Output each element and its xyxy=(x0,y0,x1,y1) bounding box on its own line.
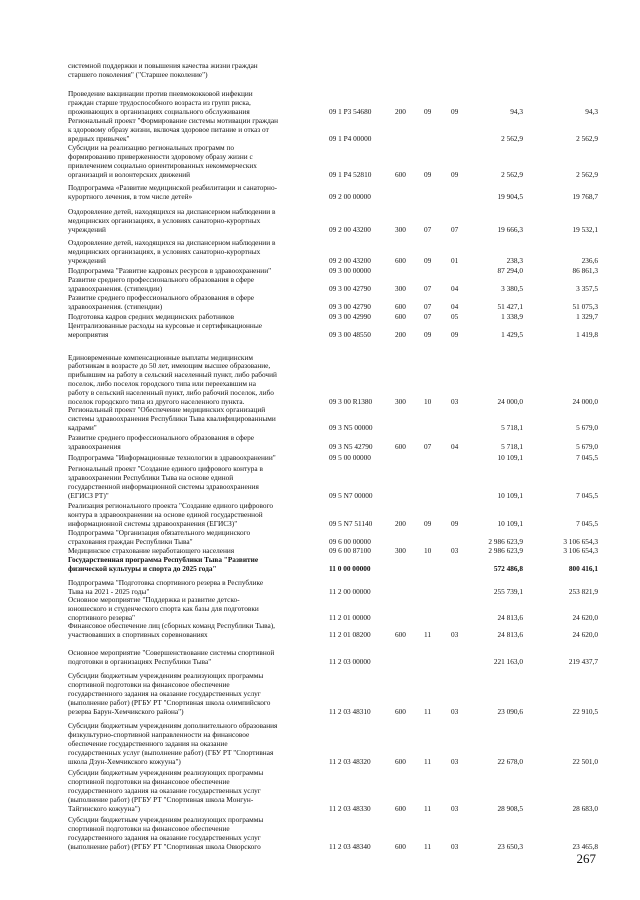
row-code: 11 2 01 08200 xyxy=(329,630,371,640)
row-name-line: учреждений xyxy=(68,256,106,266)
row-name xyxy=(68,434,320,452)
row-amount-1: 87 294,0 xyxy=(497,266,523,276)
row-rz: 09 xyxy=(424,107,432,117)
row-pr: 03 xyxy=(451,842,459,852)
row-name xyxy=(68,90,320,117)
row-amount-1: 51 427,1 xyxy=(497,302,523,312)
row-name-line: подготовки в организациях Республики Тыва" xyxy=(68,657,212,667)
row-code: 09 2 00 43200 xyxy=(329,225,371,235)
row-code: 09 2 00 43200 xyxy=(329,256,371,266)
row-pr: 03 xyxy=(451,707,459,717)
row-name xyxy=(68,672,320,717)
row-amount-1: 2 986 623,9 xyxy=(488,546,523,556)
row-name-line: (ЕГИСЗ РТ)" xyxy=(68,491,109,501)
row-vr: 200 xyxy=(395,330,406,340)
row-name xyxy=(68,117,320,144)
row-code: 09 6 00 87100 xyxy=(329,546,371,556)
row-code: 09 2 00 00000 xyxy=(329,192,371,202)
row-rz: 11 xyxy=(424,757,432,767)
row-rz: 11 xyxy=(424,842,432,852)
row-amount-2: 3 357,5 xyxy=(576,284,598,294)
row-rz: 07 xyxy=(424,225,432,235)
row-name-line: резерва Барун-Хемчикского района") xyxy=(68,707,184,717)
row-name-line: Подпрограмма «Развитие медицинской реабилитации и санаторно- xyxy=(68,183,278,193)
row-rz: 09 xyxy=(424,330,432,340)
row-name-line: системы здравоохранения Республики Тыва квалифицированными xyxy=(68,414,276,424)
row-rz: 07 xyxy=(424,284,432,294)
row-name-line: мероприятия xyxy=(68,330,109,340)
row-name-line: работникам в возрасте до 50 лет, имеющим высшее образование, xyxy=(68,361,271,371)
row-pr: 01 xyxy=(451,256,459,266)
row-name-line: Подпрограмма "Информационные технологии в здравоохранении" xyxy=(68,453,276,463)
row-name-line: Развитие среднего профессионального образования в сфере xyxy=(68,433,255,443)
row-name-line: государственного задания на оказание государственных услуг xyxy=(68,786,261,796)
row-rz: 11 xyxy=(424,630,432,640)
row-name-line: Единовременные компенсационные выплаты медицинским xyxy=(68,352,254,362)
row-name-line: Региональный проект "Формирование системы мотивации граждан xyxy=(68,116,278,126)
row-amount-2: 800 416,1 xyxy=(568,564,598,574)
row-vr: 200 xyxy=(395,107,406,117)
row-name-line: Региональный проект "Создание единого цифрового контура в xyxy=(68,464,263,474)
row-amount-2: 19 532,1 xyxy=(572,225,598,235)
row-name-line: поселок городского типа из другого населенного пункта. xyxy=(68,397,245,407)
row-amount-1: 23 090,6 xyxy=(497,707,523,717)
row-name-line: Подготовка кадров средних медицинских работников xyxy=(68,312,235,322)
row-code: 09 3 00 00000 xyxy=(329,266,371,276)
row-amount-1: 19 666,3 xyxy=(497,225,523,235)
row-name xyxy=(68,406,320,433)
row-name-line: к здоровому образу жизни, включая здоровое питание и отказ от xyxy=(68,125,269,135)
row-name xyxy=(68,62,320,80)
row-name-line: государственных услуг (выполнение работ) (ГБУ РТ "Спортивная xyxy=(68,748,274,758)
row-name-line: юношеского и студенческого спорта как базы для подготовки xyxy=(68,604,259,614)
row-code: 11 2 03 48320 xyxy=(329,757,371,767)
row-name xyxy=(68,294,320,312)
row-name-line: медицинских организациях, в условиях санаторно-курортных xyxy=(68,247,261,257)
row-name xyxy=(68,529,320,547)
row-name-line: здравоохранении Республики Тыва на основе единой xyxy=(68,473,234,483)
row-pr: 03 xyxy=(451,757,459,767)
row-amount-2: 5 679,0 xyxy=(576,423,598,433)
row-amount-1: 5 718,1 xyxy=(501,423,523,433)
row-amount-2: 94,3 xyxy=(585,107,598,117)
row-pr: 03 xyxy=(451,804,459,814)
row-name xyxy=(68,465,320,501)
row-code: 11 0 00 00000 xyxy=(329,564,371,574)
row-code: 11 2 01 00000 xyxy=(329,613,371,623)
row-amount-1: 22 678,0 xyxy=(497,757,523,767)
row-pr: 04 xyxy=(451,302,459,312)
row-name-line: формированию приверженности здоровому образу жизни с xyxy=(68,152,253,162)
row-rz: 07 xyxy=(424,302,432,312)
row-name-line: Централизованные расходы на курсовые и сертификационные xyxy=(68,321,262,331)
row-name-line: страхования граждан Республики Тыва" xyxy=(68,537,193,547)
row-rz: 11 xyxy=(424,804,432,814)
row-name-line: Подпрограмма "Развитие кадровых ресурсов в здравоохранении" xyxy=(68,266,272,276)
row-pr: 05 xyxy=(451,312,459,322)
row-pr: 09 xyxy=(451,107,459,117)
row-amount-2: 51 075,3 xyxy=(572,302,598,312)
row-amount-1: 572 486,8 xyxy=(493,564,523,574)
row-amount-2: 7 045,5 xyxy=(576,519,598,529)
row-name-line: здравоохранения. (стипендии) xyxy=(68,284,163,294)
row-name-line: информационной системы здравоохранения (ЕГИСЗ)" xyxy=(68,519,238,529)
row-amount-1: 2 562,9 xyxy=(501,170,523,180)
row-vr: 600 xyxy=(395,256,406,266)
row-name-line: государственного задания на оказание государственных услуг xyxy=(68,833,261,843)
row-amount-2: 253 821,9 xyxy=(568,587,598,597)
row-pr: 04 xyxy=(451,284,459,294)
row-code: 09 6 00 00000 xyxy=(329,537,371,547)
row-name-line: кадрами" xyxy=(68,423,97,433)
row-name xyxy=(68,322,320,340)
row-name-line: вредных привычек" xyxy=(68,134,130,144)
row-name-line: Субсидии бюджетным учреждениям реализующих программы xyxy=(68,671,264,681)
row-code: 09 5 00 00000 xyxy=(329,453,371,463)
row-vr: 200 xyxy=(395,519,406,529)
row-code: 09 3 N5 00000 xyxy=(329,423,373,433)
row-code: 09 5 N7 51140 xyxy=(329,519,373,529)
row-vr: 600 xyxy=(395,312,406,322)
row-vr: 300 xyxy=(395,284,406,294)
row-amount-2: 7 045,5 xyxy=(576,453,598,463)
row-vr: 600 xyxy=(395,302,406,312)
row-name-line: Государственная программа Республики Тыва "Развитие xyxy=(68,555,259,565)
row-name-line: (выполнение работ) (РГБУ РТ "Спортивная школа Овюрского xyxy=(68,842,261,852)
row-amount-2: 2 562,9 xyxy=(576,170,598,180)
row-name-line: государственной информационной системы здравоохранения xyxy=(68,482,259,492)
row-name-line: здравоохранения. (стипендии) xyxy=(68,302,163,312)
row-amount-2: 24 000,0 xyxy=(572,397,598,407)
row-name-line: здравоохранения xyxy=(68,442,121,452)
row-amount-1: 94,3 xyxy=(510,107,523,117)
row-amount-1: 1 429,5 xyxy=(501,330,523,340)
row-vr: 300 xyxy=(395,397,406,407)
row-name-line: Основное мероприятие "Поддержка и развитие детско- xyxy=(68,595,240,605)
page-number: 267 xyxy=(576,851,596,866)
row-code: 11 2 03 00000 xyxy=(329,657,371,667)
row-code: 09 1 P3 54680 xyxy=(329,107,372,117)
row-amount-1: 28 908,5 xyxy=(497,804,523,814)
row-name-line: Реализация регионального проекта "Создание единого цифрового xyxy=(68,501,274,511)
row-name-line: организаций и волонтерских движений xyxy=(68,170,191,180)
row-vr: 600 xyxy=(395,630,406,640)
row-name-line: старшего поколения" ("Старшее поколение") xyxy=(68,70,208,80)
row-amount-2: 1 329,7 xyxy=(576,312,598,322)
row-code: 09 3 N5 42790 xyxy=(329,442,373,452)
row-name xyxy=(68,239,320,266)
row-name-line: спортивного резерва" xyxy=(68,613,136,623)
row-amount-1: 1 338,9 xyxy=(501,312,523,322)
row-rz: 09 xyxy=(424,519,432,529)
row-amount-2: 219 437,7 xyxy=(568,657,598,667)
row-amount-2: 22 910,5 xyxy=(572,707,598,717)
row-name xyxy=(68,184,320,202)
row-pr: 04 xyxy=(451,442,459,452)
row-name-line: системной поддержки и повышения качества жизни граждан xyxy=(68,61,258,71)
row-amount-2: 1 419,8 xyxy=(576,330,598,340)
row-amount-2: 3 106 654,3 xyxy=(563,546,598,556)
row-amount-2: 236,6 xyxy=(581,256,598,266)
row-vr: 600 xyxy=(395,170,406,180)
row-name-line: спортивной подготовки на финансовое обеспечение xyxy=(68,824,230,834)
row-name-line: привлечением социально ориентированных некоммерческих xyxy=(68,161,257,171)
row-name xyxy=(68,502,320,529)
row-amount-2: 3 106 654,3 xyxy=(563,537,598,547)
row-amount-1: 3 380,5 xyxy=(501,284,523,294)
row-rz: 10 xyxy=(424,546,432,556)
row-amount-2: 22 501,0 xyxy=(572,757,598,767)
row-amount-1: 24 813,6 xyxy=(497,613,523,623)
row-name xyxy=(68,144,320,180)
row-amount-1: 19 904,5 xyxy=(497,192,523,202)
row-amount-2: 2 562,9 xyxy=(576,134,598,144)
row-code: 11 2 00 00000 xyxy=(329,587,371,597)
row-code: 09 3 00 R1380 xyxy=(329,397,373,407)
row-name-line: Тайгинского кожууна") xyxy=(68,804,141,814)
row-name xyxy=(68,354,320,407)
row-name xyxy=(68,596,320,623)
row-code: 11 2 03 48330 xyxy=(329,804,371,814)
row-name xyxy=(68,722,320,767)
row-name-line: Медицинское страхование неработающего населения xyxy=(68,546,235,556)
row-amount-2: 23 465,8 xyxy=(572,842,598,852)
row-code: 09 3 00 48550 xyxy=(329,330,371,340)
row-amount-2: 28 683,0 xyxy=(572,804,598,814)
row-amount-2: 19 768,7 xyxy=(572,192,598,202)
row-name-line: спортивной подготовки на финансовое обеспечение xyxy=(68,777,230,787)
row-name-line: государственного задания на оказание государственных услуг xyxy=(68,689,261,699)
row-code: 09 3 00 42990 xyxy=(329,312,371,322)
row-rz: 09 xyxy=(424,256,432,266)
row-amount-2: 7 045,5 xyxy=(576,491,598,501)
row-amount-1: 24 000,0 xyxy=(497,397,523,407)
row-name-line: (выполнение работ) (РГБУ РТ "Спортивная школа Монгун- xyxy=(68,795,254,805)
row-name-line: контура в здравоохранении на основе единой государственной xyxy=(68,510,263,520)
row-name xyxy=(68,454,320,463)
row-pr: 03 xyxy=(451,397,459,407)
row-name-line: Субсидии на реализацию региональных программ по xyxy=(68,143,235,153)
row-name-line: школа Дзун-Хемчикского кожууна") xyxy=(68,757,181,767)
row-name-line: участвовавших в спортивных соревнованиях xyxy=(68,630,208,640)
row-vr: 300 xyxy=(395,225,406,235)
row-name-line: Финансовое обеспечение лиц (сборных команд Республики Тыва), xyxy=(68,621,275,631)
row-code: 11 2 03 48310 xyxy=(329,707,371,717)
row-name-line: Развитие среднего профессионального образования в сфере xyxy=(68,275,255,285)
row-rz: 07 xyxy=(424,312,432,322)
row-amount-1: 2 562,9 xyxy=(501,134,523,144)
row-name-line: обеспечение государственного задания на оказание xyxy=(68,739,228,749)
row-name-line: Тыва на 2021 - 2025 годы" xyxy=(68,587,150,597)
row-amount-2: 24 620,0 xyxy=(572,630,598,640)
row-rz: 07 xyxy=(424,442,432,452)
row-rz: 11 xyxy=(424,707,432,717)
row-vr: 600 xyxy=(395,757,406,767)
row-amount-1: 221 163,0 xyxy=(493,657,523,667)
row-amount-2: 5 679,0 xyxy=(576,442,598,452)
row-name-line: спортивной подготовки на финансовое обеспечение xyxy=(68,680,230,690)
row-amount-1: 238,3 xyxy=(506,256,523,266)
row-vr: 600 xyxy=(395,842,406,852)
row-name-line: курортного лечения, в том числе детей» xyxy=(68,192,193,202)
row-name-line: работу в сельский населенный пункт, либо рабочий поселок, либо xyxy=(68,388,274,398)
row-code: 09 3 00 42790 xyxy=(329,284,371,294)
row-name-line: Оздоровление детей, находящихся на диспансерном наблюдении в xyxy=(68,207,276,217)
row-amount-1: 10 109,1 xyxy=(497,453,523,463)
row-name xyxy=(68,208,320,235)
row-rz: 09 xyxy=(424,170,432,180)
row-amount-1: 5 718,1 xyxy=(501,442,523,452)
row-name-line: Подпрограмма "Организация обязательного медицинского xyxy=(68,528,251,538)
row-amount-2: 86 861,3 xyxy=(572,266,598,276)
row-pr: 03 xyxy=(451,546,459,556)
row-name-line: прибывшим на работу в сельский населенный пункт, либо рабочий xyxy=(68,370,277,380)
row-vr: 600 xyxy=(395,707,406,717)
row-name-line: медицинских организациях, в условиях санаторно-курортных xyxy=(68,216,261,226)
row-name-line: Субсидии бюджетным учреждениям реализующих программы xyxy=(68,768,264,778)
row-pr: 09 xyxy=(451,519,459,529)
row-amount-1: 24 813,6 xyxy=(497,630,523,640)
row-pr: 03 xyxy=(451,630,459,640)
row-name-line: Оздоровление детей, находящихся на диспансерном наблюдении в xyxy=(68,238,276,248)
row-amount-2: 24 620,0 xyxy=(572,613,598,623)
row-name xyxy=(68,622,320,640)
row-code: 09 1 P4 52810 xyxy=(329,170,372,180)
row-vr: 600 xyxy=(395,442,406,452)
row-name-line: Развитие среднего профессионального образования в сфере xyxy=(68,293,255,303)
row-amount-1: 10 109,1 xyxy=(497,519,523,529)
row-code: 11 2 03 48340 xyxy=(329,842,371,852)
row-name-line: (выполнение работ) (РГБУ РТ "Спортивная школа олимпийского xyxy=(68,698,271,708)
row-vr: 300 xyxy=(395,546,406,556)
row-name xyxy=(68,816,320,852)
row-name-line: физкультурно-спортивной направленности на финансовое xyxy=(68,730,250,740)
row-name-line: физической культуры и спорта до 2025 года" xyxy=(68,564,217,574)
row-amount-1: 2 986 623,9 xyxy=(488,537,523,547)
row-name-line: Субсидии бюджетным учреждениям дополнительного образования xyxy=(68,721,278,731)
row-name-line: Проведение вакцинации против пневмококковой инфекции xyxy=(68,89,253,99)
row-pr: 07 xyxy=(451,225,459,235)
row-name xyxy=(68,769,320,814)
row-name-line: учреждений xyxy=(68,225,106,235)
row-name-line: поселок, либо поселок городского типа или переехавшим на xyxy=(68,379,256,389)
row-name-line: Региональный проект "Обеспечение медицинских организаций xyxy=(68,405,266,415)
row-code: 09 3 00 42790 xyxy=(329,302,371,312)
row-amount-1: 23 650,3 xyxy=(497,842,523,852)
row-name xyxy=(68,276,320,294)
row-pr: 09 xyxy=(451,170,459,180)
row-name-line: Подпрограмма "Подготовка спортивного резерва в Республике xyxy=(68,578,264,588)
row-name-line: Субсидии бюджетным учреждениям реализующих программы xyxy=(68,815,264,825)
row-name-line: Основное мероприятие "Совершенствование системы спортивной xyxy=(68,648,275,658)
row-code: 09 1 P4 00000 xyxy=(329,134,372,144)
row-amount-1: 255 739,1 xyxy=(493,587,523,597)
row-pr: 09 xyxy=(451,330,459,340)
row-name-line: проживающих в организациях социального обслуживания xyxy=(68,107,250,117)
row-rz: 10 xyxy=(424,397,432,407)
row-amount-1: 10 109,1 xyxy=(497,491,523,501)
row-name xyxy=(68,649,320,667)
row-vr: 600 xyxy=(395,804,406,814)
row-name xyxy=(68,556,320,574)
row-name-line: граждан старше трудоспособного возраста из групп риска, xyxy=(68,98,251,108)
row-code: 09 5 N7 00000 xyxy=(329,491,373,501)
